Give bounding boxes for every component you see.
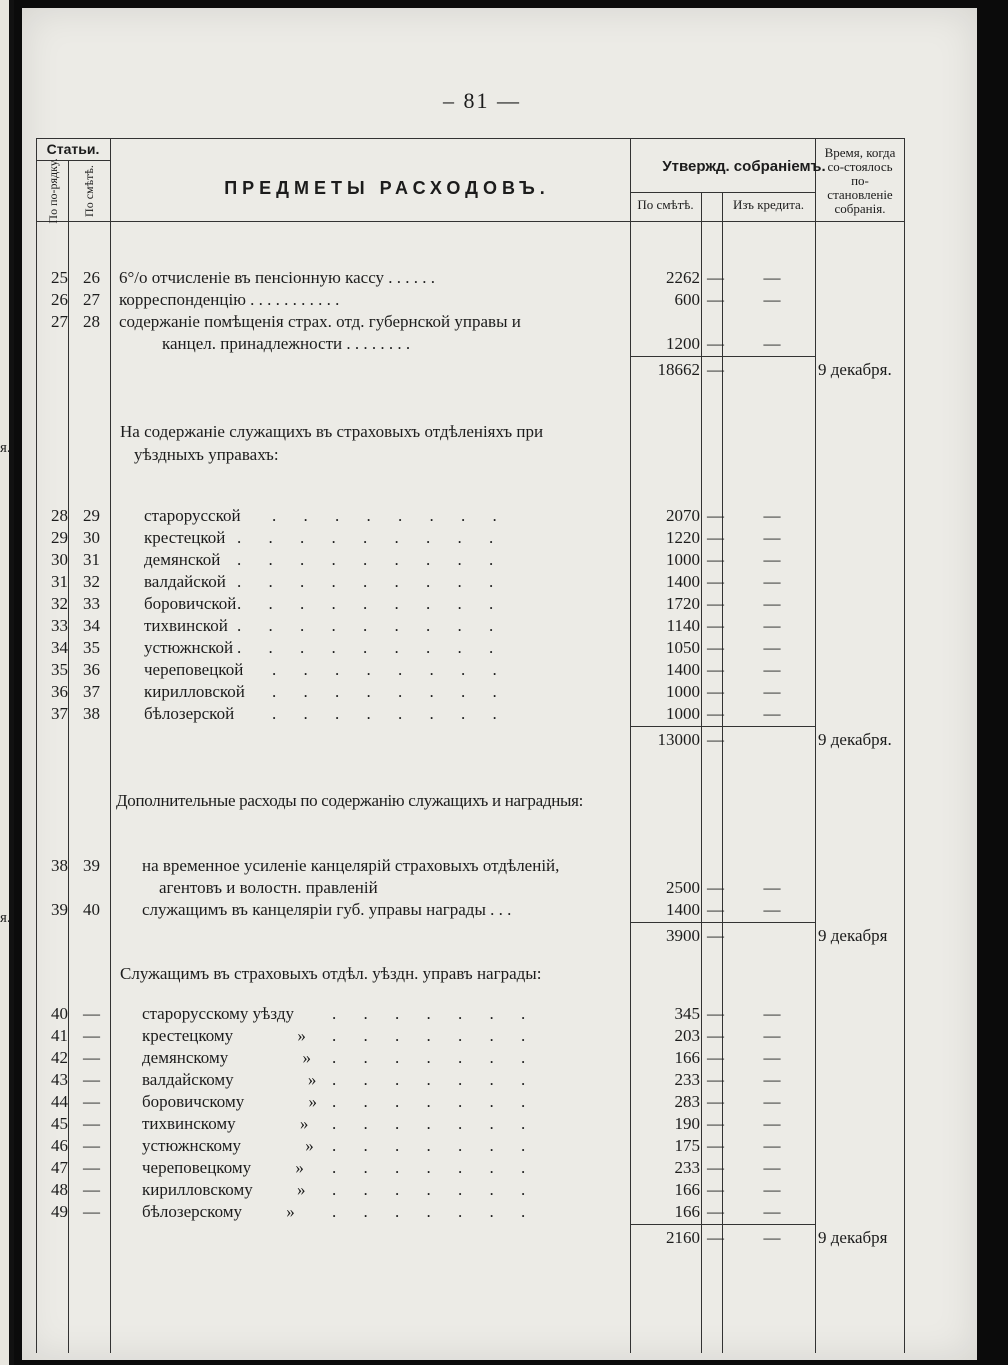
estimate-number: 37 (83, 682, 100, 701)
estimate-number: 39 (83, 856, 100, 875)
order-number: 28 (51, 506, 68, 525)
sum-kopecks: — (707, 900, 724, 919)
item-text: на временное усиленіе канцелярій страховыхъ отдѣленій, (142, 856, 560, 875)
item-text: старорусскому уѣзду (142, 1004, 294, 1023)
sum: 1050 (666, 638, 700, 657)
header-by-order: По по-рядку. (46, 158, 60, 224)
sum: 1400 (666, 572, 700, 591)
credit: — (763, 616, 781, 635)
order-number: 37 (51, 704, 68, 723)
order-number: 45 (51, 1114, 68, 1133)
header-articles: Статьи. (46, 141, 100, 157)
order-number: 32 (51, 594, 68, 613)
sum: 1400 (666, 900, 700, 919)
header-from-credit: Изъ кредита. (732, 197, 805, 212)
order-number: 44 (51, 1092, 68, 1111)
estimate-number: — (83, 1202, 100, 1221)
header-time: Время, когда со-стоялось по-становленіе собранія. (824, 145, 896, 216)
sum-kopecks: — (707, 1180, 724, 1199)
sum: 190 (674, 1114, 700, 1133)
estimate-number: 26 (83, 268, 100, 287)
item-text: боровичскому » (142, 1092, 317, 1111)
sum-kopecks: — (707, 550, 724, 569)
sum: 1000 (666, 682, 700, 701)
estimate-number: 38 (83, 704, 100, 723)
order-number: 48 (51, 1180, 68, 1199)
item-text: демянскому » (142, 1048, 311, 1067)
credit: — (763, 878, 781, 897)
sum-kopecks: — (707, 1136, 724, 1155)
leader-dots: . . . . . . . (332, 1202, 527, 1221)
item-text: кирилловскому » (142, 1180, 306, 1199)
estimate-number: 30 (83, 528, 100, 547)
sum-kopecks: — (707, 1004, 724, 1023)
sum: 233 (674, 1070, 700, 1089)
estimate-number: 31 (83, 550, 100, 569)
item-text: служащимъ въ канцеляріи губ. управы награды . . . (142, 900, 512, 919)
sum-kopecks: — (707, 1114, 724, 1133)
table-title: ПРЕДМЕТЫ РАСХОДОВЪ. (224, 178, 550, 198)
sum: 1000 (666, 550, 700, 569)
credit: — (763, 1180, 781, 1199)
estimate-number: — (83, 1158, 100, 1177)
subtotal-rule (630, 922, 815, 923)
item-text: 6°/о отчисленіе въ пенсіонную кассу . . . . . . (119, 268, 436, 287)
item-text: крестецкой (144, 528, 226, 547)
item-text: старорусской (144, 506, 241, 525)
leader-dots: . . . . . . . (332, 1136, 527, 1155)
item-text: устюжнской (144, 638, 234, 657)
estimate-number: — (83, 1114, 100, 1133)
sum: 166 (674, 1202, 700, 1221)
sum-kopecks: — (707, 1070, 724, 1089)
order-number: 33 (51, 616, 68, 635)
order-number: 35 (51, 660, 68, 679)
estimate-number: 36 (83, 660, 100, 679)
order-number: 49 (51, 1202, 68, 1221)
leader-dots: . . . . . . . . . (237, 594, 495, 613)
sum: 600 (674, 290, 700, 309)
sum: 2500 (666, 878, 700, 897)
leader-dots: . . . . . . . . (272, 682, 498, 701)
credit: — (763, 550, 781, 569)
estimate-number: 35 (83, 638, 100, 657)
estimate-number: 40 (83, 900, 100, 919)
item-text: бѣлозерскому » (142, 1202, 295, 1221)
credit: — (763, 704, 781, 723)
leader-dots: . . . . . . . . (272, 506, 498, 525)
sum-kopecks: — (707, 268, 724, 287)
subtotal-amount: 2160 (666, 1228, 700, 1247)
sum-kopecks: — (707, 528, 724, 547)
item-text: крестецкому » (142, 1026, 306, 1045)
sum-kopecks: — (707, 594, 724, 613)
estimate-number: 34 (83, 616, 100, 635)
credit: — (763, 1048, 781, 1067)
item-text: тихвинской (144, 616, 228, 635)
sum: 1200 (666, 334, 700, 353)
credit: — (763, 290, 781, 309)
item-text: содержаніе помѣщенія страх. отд. губернской управы и (119, 312, 521, 331)
item-text: тихвинскому » (142, 1114, 309, 1133)
subtotal-rule (630, 726, 815, 727)
sum-kopecks: — (707, 1048, 724, 1067)
leader-dots: . . . . . . . . . (237, 528, 495, 547)
item-text: демянской (144, 550, 221, 569)
order-number: 43 (51, 1070, 68, 1089)
subtotal-amount: 3900 (666, 926, 700, 945)
section-heading: Служащимъ въ страховыхъ отдѣл. уѣздн. управъ награды: (120, 964, 542, 983)
item-text: агентовъ и волостн. правленій (159, 878, 378, 897)
credit: — (763, 1114, 781, 1133)
order-number: 38 (51, 856, 68, 875)
sum-kopecks: — (707, 1158, 724, 1177)
subtotal-amount: 18662 (657, 360, 700, 379)
item-text: корреспонденцію . . . . . . . . . . . (119, 290, 340, 309)
order-number: 41 (51, 1026, 68, 1045)
item-text: череповецкому » (142, 1158, 304, 1177)
subtotal-kopecks: — (707, 1228, 724, 1247)
sum-kopecks: — (707, 1026, 724, 1045)
sum: 166 (674, 1180, 700, 1199)
estimate-number: — (83, 1092, 100, 1111)
sum-kopecks: — (707, 506, 724, 525)
estimate-number: — (83, 1136, 100, 1155)
order-number: 26 (51, 290, 68, 309)
sum-kopecks: — (707, 572, 724, 591)
sum-kopecks: — (707, 1202, 724, 1221)
sum: 345 (674, 1004, 700, 1023)
credit: — (763, 900, 781, 919)
header-bottom-rule (36, 221, 904, 222)
header-by-estimate: По смѣтѣ. (82, 165, 96, 217)
sum: 1400 (666, 660, 700, 679)
resolution-date: 9 декабря. (818, 360, 892, 379)
sum-kopecks: — (707, 638, 724, 657)
subtotal-kopecks: — (707, 926, 724, 945)
item-text: череповецкой (144, 660, 244, 679)
leader-dots: . . . . . . . . . (237, 616, 495, 635)
sum: 1720 (666, 594, 700, 613)
credit: — (763, 1158, 781, 1177)
subtotal-row (22, 729, 977, 750)
estimate-number: — (83, 1180, 100, 1199)
estimate-number: 28 (83, 312, 100, 331)
subtotal-kopecks: — (707, 730, 724, 749)
leader-dots: . . . . . . . . . (237, 550, 495, 569)
sum-kopecks: — (707, 682, 724, 701)
subtotal-kopecks: — (707, 360, 724, 379)
credit: — (763, 334, 781, 353)
estimate-number: — (83, 1004, 100, 1023)
order-number: 27 (51, 312, 68, 331)
leader-dots: . . . . . . . . . (237, 572, 495, 591)
leader-dots: . . . . . . . (332, 1114, 527, 1133)
credit: — (763, 1026, 781, 1045)
column-rule (68, 160, 69, 1353)
sum-kopecks: — (707, 704, 724, 723)
credit: — (763, 572, 781, 591)
sum: 166 (674, 1048, 700, 1067)
subtotal-rule (630, 356, 815, 357)
order-number: 31 (51, 572, 68, 591)
leader-dots: . . . . . . . (332, 1092, 527, 1111)
resolution-date: 9 декабря (818, 926, 888, 945)
leader-dots: . . . . . . . . (272, 660, 498, 679)
order-number: 34 (51, 638, 68, 657)
page-number: – 81 — (443, 88, 521, 113)
order-number: 42 (51, 1048, 68, 1067)
credit: — (763, 1202, 781, 1221)
credit: — (763, 506, 781, 525)
sum: 203 (674, 1026, 700, 1045)
estimate-number: — (83, 1026, 100, 1045)
leader-dots: . . . . . . . (332, 1158, 527, 1177)
order-number: 30 (51, 550, 68, 569)
estimate-number: 32 (83, 572, 100, 591)
subtotal-rule (630, 1224, 815, 1225)
page-spine (0, 0, 14, 1365)
subtotal-row (22, 925, 977, 946)
leader-dots: . . . . . . . . . (237, 638, 495, 657)
credit: — (763, 660, 781, 679)
order-number: 29 (51, 528, 68, 547)
sum: 2070 (666, 506, 700, 525)
sum: 2262 (666, 268, 700, 287)
subtotal-credit: — (763, 1228, 781, 1247)
order-number: 39 (51, 900, 68, 919)
leader-dots: . . . . . . . . (272, 704, 498, 723)
credit: — (763, 268, 781, 287)
credit: — (763, 682, 781, 701)
estimate-number: 29 (83, 506, 100, 525)
leader-dots: . . . . . . . (332, 1048, 527, 1067)
section-heading: На содержаніе служащихъ въ страховыхъ отдѣленіяхъ при (120, 422, 544, 441)
sum-kopecks: — (707, 878, 724, 897)
sum: 1220 (666, 528, 700, 547)
estimate-number: 33 (83, 594, 100, 613)
table-top-rule (36, 138, 904, 139)
sum: 1140 (666, 616, 700, 635)
credit: — (763, 594, 781, 613)
document-page (22, 8, 977, 1360)
credit: — (763, 1070, 781, 1089)
header-by-smeta: По смѣтѣ. (637, 197, 694, 212)
sum-kopecks: — (707, 616, 724, 635)
credit: — (763, 638, 781, 657)
item-text: кирилловской (144, 682, 245, 701)
subtotal-amount: 13000 (657, 730, 700, 749)
item-text: бѣлозерской (144, 704, 235, 723)
item-text: канцел. принадлежности . . . . . . . . (162, 334, 411, 353)
sum: 1000 (666, 704, 700, 723)
leader-dots: . . . . . . . (332, 1180, 527, 1199)
sum: 283 (674, 1092, 700, 1111)
sum: 233 (674, 1158, 700, 1177)
resolution-date: 9 декабря. (818, 730, 892, 749)
estimate-number: — (83, 1070, 100, 1089)
order-number: 36 (51, 682, 68, 701)
leader-dots: . . . . . . . (332, 1070, 527, 1089)
sum-kopecks: — (707, 334, 724, 353)
sum: 175 (674, 1136, 700, 1155)
credit: — (763, 1004, 781, 1023)
item-text: устюжнскому » (142, 1136, 314, 1155)
credit: — (763, 528, 781, 547)
subtotal-row (22, 359, 977, 380)
spine-mark: я. (0, 440, 11, 456)
sum-kopecks: — (707, 660, 724, 679)
item-text: боровичской (144, 594, 237, 613)
sum-kopecks: — (707, 290, 724, 309)
order-number: 40 (51, 1004, 68, 1023)
item-text: валдайской (144, 572, 226, 591)
order-number: 46 (51, 1136, 68, 1155)
section-heading: уѣздныхъ управахъ: (134, 445, 279, 464)
estimate-number: — (83, 1048, 100, 1067)
resolution-date: 9 декабря (818, 1228, 888, 1247)
item-text: валдайскому » (142, 1070, 317, 1089)
section-heading: Дополнительные расходы по содержанію служащихъ и наградныя: (116, 791, 584, 810)
order-number: 47 (51, 1158, 68, 1177)
subtotal-row (22, 1227, 977, 1248)
spine-mark: я. (0, 910, 11, 926)
credit: — (763, 1136, 781, 1155)
order-number: 25 (51, 268, 68, 287)
sum-kopecks: — (707, 1092, 724, 1111)
estimate-number: 27 (83, 290, 100, 309)
header-approved: Утвержд. собраніемъ. (662, 158, 826, 175)
leader-dots: . . . . . . . (332, 1026, 527, 1045)
leader-dots: . . . . . . . (332, 1004, 527, 1023)
credit: — (763, 1092, 781, 1111)
